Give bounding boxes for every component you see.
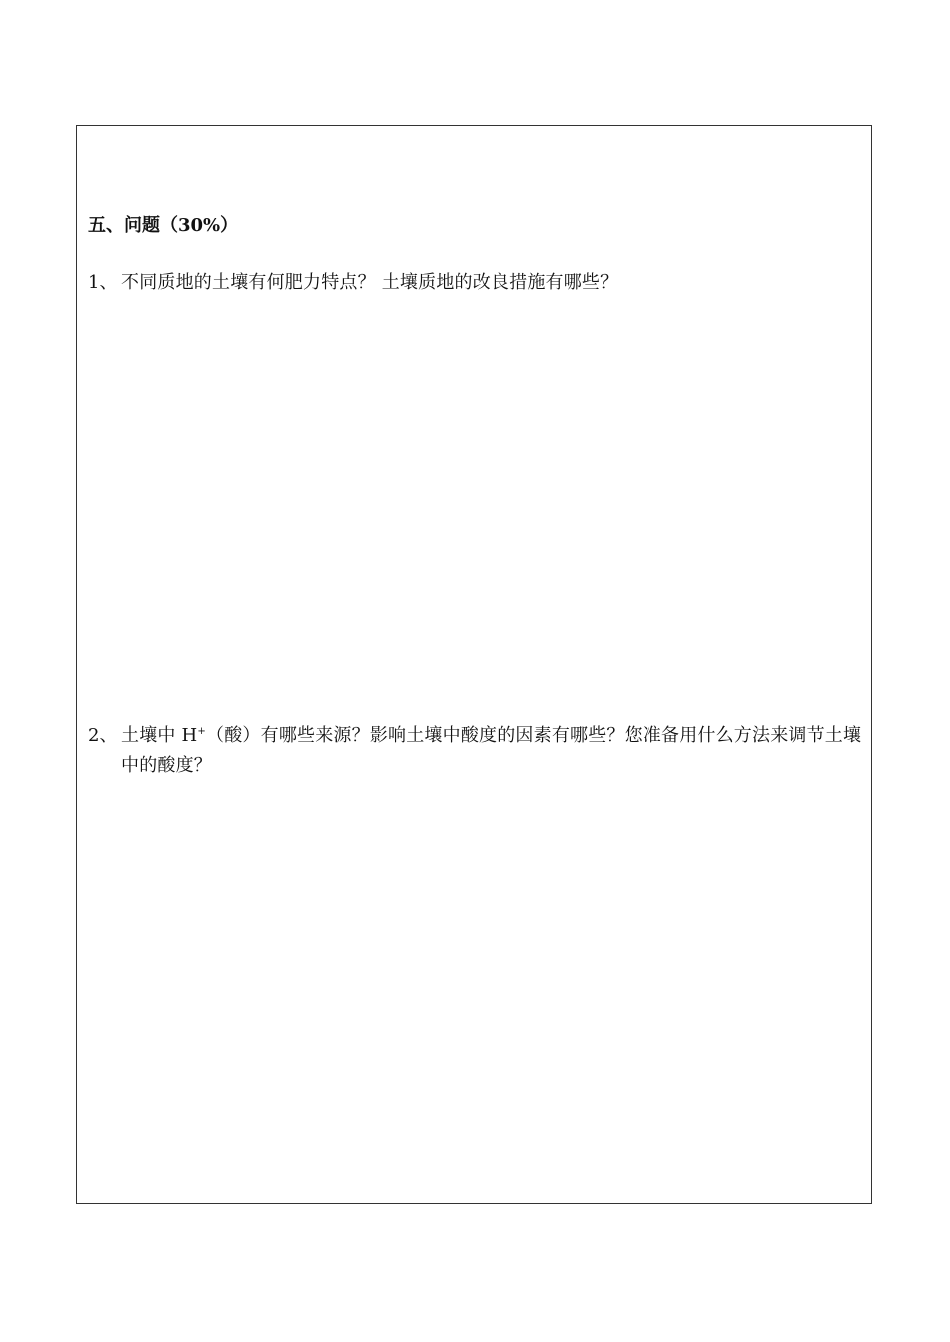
section-title: 五、问题（30%） <box>88 215 239 236</box>
superscript-plus: + <box>197 726 207 737</box>
question-number: 1、 <box>88 272 118 293</box>
question-text-part: （酸）有哪些来源？影响土壤中酸度的因素有哪些？您准备用什么方法来调节土壤中的酸度？ <box>121 725 862 776</box>
question-text-part: 土壤中 H <box>121 725 198 746</box>
question-text <box>121 721 864 781</box>
question-number: 2、 <box>88 725 118 746</box>
question-text: 不同质地的土壤有何肥力特点？ 土壤质地的改良措施有哪些？ <box>121 272 619 293</box>
question-2 <box>88 721 864 781</box>
question-1 <box>88 268 864 298</box>
